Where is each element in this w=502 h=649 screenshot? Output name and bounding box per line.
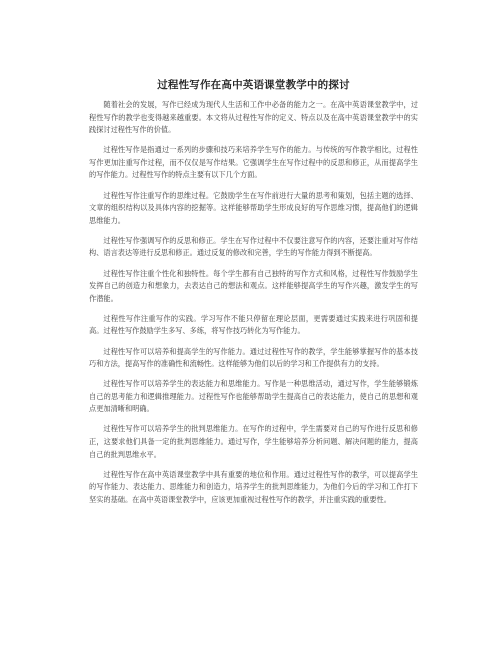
paragraph-individuality: 过程性写作注重个性化和独特性。每个学生都有自己独特的写作方式和风格，过程性写作鼓励学生发挥自己的创造力和想象力，去表达自己的想法和观点。这样能够提高学生的写作兴趣，激发学生的写作潜能。 bbox=[89, 268, 418, 303]
paragraph-reflection: 过程性写作强调写作的反思和修正。学生在写作过程中不仅要注意写作的内容，还要注重对写作结构、语言表达等进行反思和修正。通过反复的修改和完善，学生的写作能力得到不断提高。 bbox=[89, 235, 418, 258]
paragraph-expression-thinking: 过程性写作可以培养学生的表达能力和思维能力。写作是一种思维活动，通过写作，学生能够锻炼自己的思考能力和逻辑推理能力。过程性写作也能够帮助学生提高自己的表达能力，使自己的思想和观点更加清晰和明确。 bbox=[89, 379, 418, 414]
paragraph-definition: 过程性写作是指通过一系列的步骤和技巧来培养学生写作的能力。与传统的写作教学相比，过程性写作更加注重写作过程，而不仅仅是写作结果。它强调学生在写作过程中的反思和修正，从而提高学生的写作能力。过程性写作的特点主要有以下几个方面。 bbox=[89, 145, 418, 180]
document-title: 过程性写作在高中英语课堂教学中的探讨 bbox=[157, 79, 350, 91]
paragraph-critical-thinking: 过程性写作可以培养学生的批判思维能力。在写作的过程中，学生需要对自己的写作进行反思和修正，这要求他们具备一定的批判思维能力。通过写作，学生能够培养分析问题、解决问题的能力，提高自己的批判思维水平。 bbox=[89, 424, 418, 459]
paragraph-writing-ability: 过程性写作可以培养和提高学生的写作能力。通过过程性写作的教学，学生能够掌握写作的基本技巧和方法，提高写作的准确性和流畅性。这样能够为他们以后的学习和工作提供有力的支持。 bbox=[89, 346, 418, 369]
paragraph-thinking-process: 过程性写作注重写作的思维过程。它鼓励学生在写作前进行大量的思考和策划，包括主题的选择、文章的组织结构以及具体内容的挖掘等。这样能够帮助学生形成良好的写作思维习惯，提高他们的逻辑思维能力。 bbox=[89, 190, 418, 225]
paragraph-intro: 随着社会的发展，写作已经成为现代人生活和工作中必备的能力之一。在高中英语课堂教学中，过程性写作的教学也变得越来越重要。本文将从过程性写作的定义、特点以及在高中英语课堂教学中的实践探讨过程性写作的价值。 bbox=[89, 100, 418, 135]
document-body bbox=[89, 99, 418, 507]
paragraph-conclusion: 过程性写作在高中英语课堂教学中具有重要的地位和作用。通过过程性写作的教学，可以提高学生的写作能力、表达能力、思维能力和创造力，培养学生的批判思维能力，为他们今后的学习和工作打下坚实的基础。在高中英语课堂教学中，应该更加重视过程性写作的教学，并注重实践的重要性。 bbox=[89, 469, 418, 504]
paragraph-practice: 过程性写作注重写作的实践。学习写作不能只停留在理论层面，更需要通过实践来进行巩固和提高。过程性写作鼓励学生多写、多练，将写作技巧转化为写作能力。 bbox=[89, 313, 418, 336]
document-page bbox=[89, 78, 418, 514]
